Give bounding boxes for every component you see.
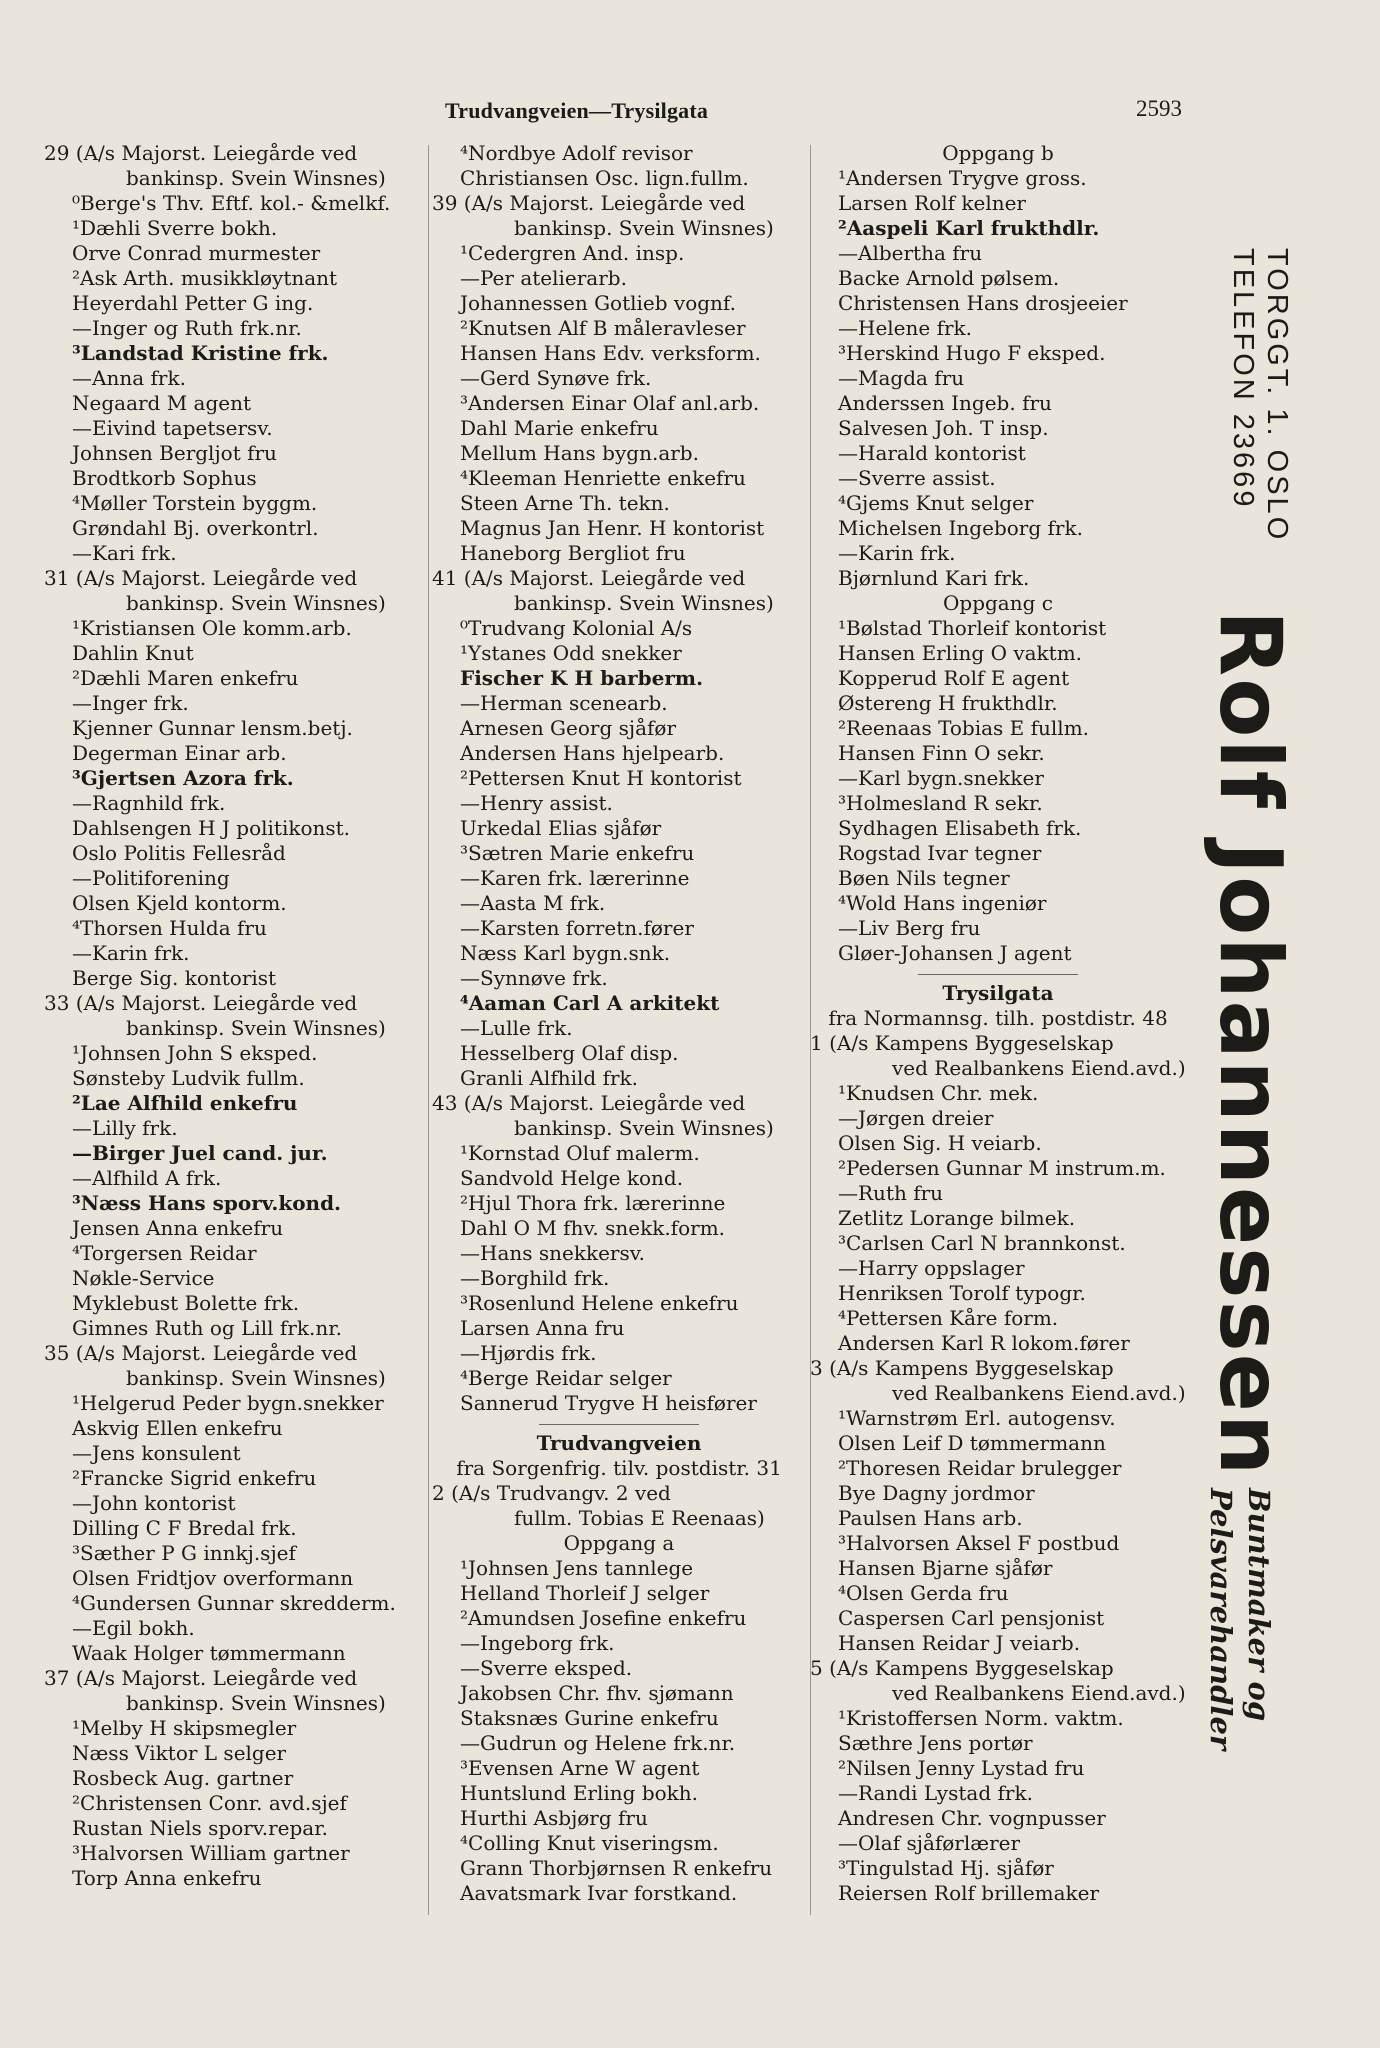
- directory-entry: —Lulle frk.: [460, 1016, 573, 1040]
- directory-entry: ³Landstad Kristine frk.: [72, 341, 329, 365]
- directory-entry: ¹Johnsen Jens tannlege: [460, 1556, 694, 1580]
- directory-entry: fra Sorgenfrig. tilv. postdistr. 31: [456, 1456, 782, 1480]
- directory-entry: Aavatsmark Ivar forstkand.: [460, 1881, 738, 1905]
- directory-entry: ¹Warnstrøm Erl. autogensv.: [838, 1406, 1116, 1430]
- directory-entry: Nøkle-Service: [72, 1266, 215, 1290]
- directory-entry: ²Lae Alfhild enkefru: [72, 1091, 298, 1115]
- directory-entry: Dahlin Knut: [72, 641, 194, 665]
- directory-entry: —Inger frk.: [72, 691, 189, 715]
- directory-entry: ¹Knudsen Chr. mek.: [838, 1081, 1039, 1105]
- directory-entry: ⁰Berge's Thv. Eftf. kol.- &melkf.: [72, 191, 391, 215]
- street-heading: Trudvangveien: [536, 1431, 702, 1455]
- directory-entry: Gløer-Johansen J agent: [838, 941, 1072, 965]
- directory-entry: Henriksen Torolf typogr.: [838, 1281, 1086, 1305]
- page-number: 2593: [1136, 96, 1182, 121]
- directory-entry: Sannerud Trygve H heisfører: [460, 1391, 757, 1415]
- house-number-entry: 29 (A/s Majorst. Leiegårde ved: [44, 141, 358, 165]
- directory-entry: Næss Viktor L selger: [72, 1741, 287, 1765]
- directory-entry: —Egil bokh.: [72, 1616, 195, 1640]
- directory-entry: ²Aaspeli Karl frukthdlr.: [838, 216, 1100, 240]
- directory-entry: ⁴Aaman Carl A arkitekt: [460, 991, 720, 1015]
- directory-entry: ³Rosenlund Helene enkefru: [460, 1291, 739, 1315]
- directory-entry: Staksnæs Gurine enkefru: [460, 1706, 719, 1730]
- directory-entry: Hansen Bjarne sjåfør: [838, 1556, 1053, 1580]
- directory-entry: ²Reenaas Tobias E fullm.: [838, 716, 1090, 740]
- directory-entry: ¹Bølstad Thorleif kontorist: [838, 616, 1107, 640]
- directory-entry: Kjenner Gunnar lensm.betj.: [72, 716, 353, 740]
- directory-entry: ⁰Trudvang Kolonial A/s: [460, 616, 693, 640]
- directory-entry: ²Francke Sigrid enkefru: [72, 1466, 317, 1490]
- directory-entry: —Inger og Ruth frk.nr.: [72, 316, 302, 340]
- directory-entry: —Karin frk.: [72, 941, 190, 965]
- directory-entry: Andersen Hans hjelpearb.: [460, 741, 725, 765]
- directory-entry: ¹Andersen Trygve gross.: [838, 166, 1087, 190]
- directory-entry: ²Knutsen Alf B måleravleser: [460, 316, 746, 340]
- directory-entry: —Jens konsulent: [72, 1441, 241, 1465]
- directory-entry: —Harald kontorist: [838, 441, 1026, 465]
- directory-entry: Waak Holger tømmermann: [72, 1641, 346, 1665]
- directory-entry: ²Christensen Conr. avd.sjef: [72, 1791, 347, 1815]
- column-1: [44, 141, 426, 1891]
- directory-entry: —Eivind tapetsersv.: [72, 416, 273, 440]
- directory-entry: ³Evensen Arne W agent: [460, 1756, 700, 1780]
- directory-entry: ³Holmesland R sekr.: [838, 791, 1043, 815]
- directory-entry: ³Halvorsen William gartner: [72, 1841, 350, 1865]
- directory-entry: Grann Thorbjørnsen R enkefru: [460, 1856, 773, 1880]
- directory-entry: —Hans snekkersv.: [460, 1241, 646, 1265]
- house-number-entry: 41 (A/s Majorst. Leiegårde ved: [432, 566, 746, 590]
- directory-entry: ²Hjul Thora frk. lærerinne: [460, 1191, 726, 1215]
- directory-entry: Paulsen Hans arb.: [838, 1506, 1023, 1530]
- directory-entry: ⁴Torgersen Reidar: [72, 1241, 257, 1265]
- house-number-entry: 33 (A/s Majorst. Leiegårde ved: [44, 991, 358, 1015]
- directory-entry: —Harry oppslager: [838, 1256, 1025, 1280]
- directory-entry: Gimnes Ruth og Lill frk.nr.: [72, 1316, 342, 1340]
- directory-entry: ²Nilsen Jenny Lystad fru: [838, 1756, 1085, 1780]
- advertiser-address-line: TORGGT. 1. OSLO: [1261, 248, 1293, 543]
- directory-entry: ¹Kristiansen Ole komm.arb.: [72, 616, 352, 640]
- directory-entry: Anderssen Ingeb. fru: [838, 391, 1052, 415]
- directory-entry: Sydhagen Elisabeth frk.: [838, 816, 1082, 840]
- directory-entry: ¹Kornstad Oluf malerm.: [460, 1141, 700, 1165]
- directory-entry: Salvesen Joh. T insp.: [838, 416, 1049, 440]
- running-head: Trudvangveien—Trysilgata: [445, 98, 709, 123]
- directory-entry: ⁴Wold Hans ingeniør: [838, 891, 1047, 915]
- house-number-entry: 35 (A/s Majorst. Leiegårde ved: [44, 1341, 358, 1365]
- advertiser-address: [1226, 248, 1294, 542]
- directory-entry: Olsen Sig. H veiarb.: [838, 1131, 1042, 1155]
- directory-entry: ¹Dæhli Sverre bokh.: [72, 216, 278, 240]
- directory-entry: Oppgang b: [942, 141, 1054, 165]
- directory-entry: Granli Alfhild frk.: [460, 1066, 639, 1090]
- directory-entry: Rustan Niels sporv.repar.: [72, 1816, 328, 1840]
- house-number-entry: 39 (A/s Majorst. Leiegårde ved: [432, 191, 746, 215]
- directory-entry: ³Sætren Marie enkefru: [460, 841, 695, 865]
- advertiser-name: Rolf Johannessen: [1200, 610, 1300, 1478]
- directory-entry: —Olaf sjåførlærer: [838, 1831, 1021, 1855]
- directory-entry: Dilling C F Bredal frk.: [72, 1516, 297, 1540]
- house-number-entry: 1 (A/s Kampens Byggeselskap: [810, 1031, 1114, 1055]
- directory-entry: Hurthi Asbjørg fru: [460, 1806, 648, 1830]
- directory-entry: Heyerdahl Petter G ing.: [72, 291, 314, 315]
- directory-entry: —Karen frk. lærerinne: [460, 866, 690, 890]
- house-number-entry: 37 (A/s Majorst. Leiegårde ved: [44, 1666, 358, 1690]
- directory-entry: ²Pettersen Knut H kontorist: [460, 766, 742, 790]
- directory-entry: bankinsp. Svein Winsnes): [126, 1016, 386, 1040]
- directory-entry: ⁴Pettersen Kåre form.: [838, 1306, 1059, 1330]
- directory-entry: Negaard M agent: [72, 391, 252, 415]
- directory-entry: —Sverre assist.: [838, 466, 996, 490]
- directory-entry: —John kontorist: [72, 1491, 236, 1515]
- directory-entry: —Karl bygn.snekker: [838, 766, 1044, 790]
- directory-entry: Steen Arne Th. tekn.: [460, 491, 670, 515]
- directory-entry: —Albertha fru: [838, 241, 983, 265]
- directory-entry: bankinsp. Svein Winsnes): [514, 591, 774, 615]
- directory-entry: Degerman Einar arb.: [72, 741, 287, 765]
- directory-entry: —Liv Berg fru: [838, 916, 981, 940]
- directory-entry: —Birger Juel cand. jur.: [72, 1141, 328, 1165]
- directory-entry: —Per atelierarb.: [460, 266, 627, 290]
- directory-entry: —Ingeborg frk.: [460, 1631, 615, 1655]
- directory-entry: ³Carlsen Carl N brannkonst.: [838, 1231, 1126, 1255]
- directory-entry: Mellum Hans bygn.arb.: [460, 441, 699, 465]
- directory-entry: bankinsp. Svein Winsnes): [126, 1366, 386, 1390]
- directory-entry: Brodtkorb Sophus: [72, 466, 257, 490]
- directory-entry: —Gerd Synøve frk.: [460, 366, 652, 390]
- column-2: [432, 141, 806, 1906]
- directory-entry: ¹Kristoffersen Norm. vaktm.: [838, 1706, 1124, 1730]
- advertiser-phone-line: TELEFON 23669: [1227, 248, 1259, 510]
- directory-entry: Christiansen Osc. lign.fullm.: [460, 166, 749, 190]
- directory-entry: Grøndahl Bj. overkontrl.: [72, 516, 319, 540]
- directory-entry: Sæthre Jens portør: [838, 1731, 1033, 1755]
- directory-entry: —Politiforening: [72, 866, 230, 890]
- directory-entry: Oslo Politis Fellesråd: [72, 841, 286, 865]
- directory-entry: ³Tingulstad Hj. sjåfør: [838, 1856, 1054, 1880]
- directory-entry: fullm. Tobias E Reenaas): [514, 1506, 765, 1530]
- directory-entry: ¹Cedergren And. insp.: [460, 241, 685, 265]
- directory-entry: Bjørnlund Kari frk.: [838, 566, 1030, 590]
- directory-entry: —Karin frk.: [838, 541, 956, 565]
- advertiser-trade: [1202, 1488, 1278, 1750]
- directory-entry: —Herman scenearb.: [460, 691, 668, 715]
- directory-entry: Bøen Nils tegner: [838, 866, 1010, 890]
- house-number-entry: 31 (A/s Majorst. Leiegårde ved: [44, 566, 358, 590]
- directory-entry: ved Realbankens Eiend.avd.): [892, 1381, 1186, 1405]
- directory-entry: —Gudrun og Helene frk.nr.: [460, 1731, 736, 1755]
- directory-entry: —Henry assist.: [460, 791, 613, 815]
- directory-entry: ⁴Olsen Gerda fru: [838, 1581, 1009, 1605]
- directory-entry: Olsen Fridtjov overformann: [72, 1566, 354, 1590]
- directory-entry: Bye Dagny jordmor: [838, 1481, 1035, 1505]
- directory-entry: bankinsp. Svein Winsnes): [514, 1116, 774, 1140]
- directory-entry: Reiersen Rolf brillemaker: [838, 1881, 1100, 1905]
- directory-entry: Johnsen Bergljot fru: [72, 441, 277, 465]
- directory-entry: Sandvold Helge kond.: [460, 1166, 684, 1190]
- directory-entry: Olsen Kjeld kontorm.: [72, 891, 287, 915]
- directory-entry: ²Pedersen Gunnar M instrum.m.: [838, 1156, 1166, 1180]
- directory-entry: Jakobsen Chr. fhv. sjømann: [460, 1681, 734, 1705]
- directory-entry: Næss Karl bygn.snk.: [460, 941, 671, 965]
- directory-entry: Christensen Hans drosjeeier: [838, 291, 1128, 315]
- directory-entry: ⁴Kleeman Henriette enkefru: [460, 466, 746, 490]
- directory-entry: Haneborg Bergliot fru: [460, 541, 686, 565]
- directory-entry: —Lilly frk.: [72, 1116, 178, 1140]
- directory-entry: Helland Thorleif J selger: [460, 1581, 710, 1605]
- directory-entry: Zetlitz Lorange bilmek.: [838, 1206, 1076, 1230]
- directory-entry: ²Amundsen Josefine enkefru: [460, 1606, 747, 1630]
- directory-entry: ²Thoresen Reidar brulegger: [838, 1456, 1122, 1480]
- directory-entry: Andersen Karl R lokom.fører: [838, 1331, 1130, 1355]
- directory-entry: Urkedal Elias sjåfør: [460, 816, 662, 840]
- column-3: [810, 141, 1186, 1906]
- directory-entry: Rogstad Ivar tegner: [838, 841, 1042, 865]
- house-number-entry: 43 (A/s Majorst. Leiegårde ved: [432, 1091, 746, 1115]
- directory-entry: Hansen Hans Edv. verksform.: [460, 341, 761, 365]
- directory-entry: Orve Conrad murmester: [72, 241, 321, 265]
- directory-entry: —Magda fru: [838, 366, 965, 390]
- section-rule: [539, 1424, 699, 1425]
- directory-entry: ³Sæther P G innkj.sjef: [72, 1541, 296, 1565]
- directory-entry: Olsen Leif D tømmermann: [838, 1431, 1106, 1455]
- directory-entry: Rosbeck Aug. gartner: [72, 1766, 294, 1790]
- directory-entry: Oppgang c: [943, 591, 1053, 615]
- directory-entry: —Ragnhild frk.: [72, 791, 226, 815]
- street-heading: Trysilgata: [942, 981, 1054, 1005]
- directory-entry: Sønsteby Ludvik fullm.: [72, 1066, 305, 1090]
- directory-entry: Larsen Anna fru: [460, 1316, 625, 1340]
- directory-entry: Torp Anna enkefru: [72, 1866, 262, 1890]
- directory-entry: Backe Arnold pølsem.: [838, 266, 1060, 290]
- directory-entry: ⁴Møller Torstein byggm.: [72, 491, 318, 515]
- directory-entry: ⁴Colling Knut viseringsm.: [460, 1831, 719, 1855]
- directory-entry: —Ruth fru: [838, 1181, 944, 1205]
- directory-entry: —Jørgen dreier: [838, 1106, 994, 1130]
- directory-entry: ³Næss Hans sporv.kond.: [72, 1191, 342, 1215]
- directory-entry: —Anna frk.: [72, 366, 186, 390]
- directory-entry: ²Dæhli Maren enkefru: [72, 666, 299, 690]
- directory-entry: ¹Ystanes Odd snekker: [460, 641, 682, 665]
- advertiser-trade-line: Buntmaker og: [1242, 1488, 1276, 1722]
- directory-entry: Østereng H frukthdlr.: [838, 691, 1058, 715]
- directory-entry: bankinsp. Svein Winsnes): [126, 591, 386, 615]
- directory-entry: Dahl O M fhv. snekk.form.: [460, 1216, 726, 1240]
- directory-entry: ⁴Berge Reidar selger: [460, 1366, 672, 1390]
- directory-entry: ⁴Nordbye Adolf revisor: [460, 141, 693, 165]
- directory-entry: Dahlsengen H J politikonst.: [72, 816, 351, 840]
- directory-entry: ³Halvorsen Aksel F postbud: [838, 1531, 1120, 1555]
- directory-entry: —Synnøve frk.: [460, 966, 608, 990]
- section-rule: [918, 974, 1078, 975]
- directory-entry: Jensen Anna enkefru: [72, 1216, 284, 1240]
- directory-entry: Kopperud Rolf E agent: [838, 666, 1070, 690]
- directory-entry: Askvig Ellen enkefru: [72, 1416, 283, 1440]
- directory-entry: —Borghild frk.: [460, 1266, 610, 1290]
- directory-entry: Berge Sig. kontorist: [72, 966, 277, 990]
- directory-entry: Andresen Chr. vognpusser: [838, 1806, 1106, 1830]
- directory-entry: ⁴Gundersen Gunnar skredderm.: [72, 1591, 396, 1615]
- directory-entry: Magnus Jan Henr. H kontorist: [460, 516, 765, 540]
- directory-entry: Dahl Marie enkefru: [460, 416, 659, 440]
- directory-entry: —Karsten forretn.fører: [460, 916, 694, 940]
- column-divider: [428, 145, 429, 1915]
- directory-entry: —Helene frk.: [838, 316, 973, 340]
- directory-entry: Larsen Rolf kelner: [838, 191, 1026, 215]
- directory-entry: ¹Johnsen John S eksped.: [72, 1041, 318, 1065]
- directory-entry: bankinsp. Svein Winsnes): [126, 1691, 386, 1715]
- directory-entry: Fischer K H barberm.: [460, 666, 704, 690]
- directory-entry: ⁴Thorsen Hulda fru: [72, 916, 267, 940]
- directory-entry: —Alfhild A frk.: [72, 1166, 222, 1190]
- directory-entry: Michelsen Ingeborg frk.: [838, 516, 1083, 540]
- directory-entry: Hansen Finn O sekr.: [838, 741, 1045, 765]
- directory-entry: fra Normannsg. tilh. postdistr. 48: [828, 1006, 1168, 1030]
- directory-entry: ¹Helgerud Peder bygn.snekker: [72, 1391, 384, 1415]
- house-number-entry: 3 (A/s Kampens Byggeselskap: [810, 1356, 1114, 1380]
- directory-entry: Johannessen Gotlieb vognf.: [460, 291, 736, 315]
- directory-entry: —Kari frk.: [72, 541, 177, 565]
- directory-entry: ved Realbankens Eiend.avd.): [892, 1056, 1186, 1080]
- directory-entry: Arnesen Georg sjåfør: [460, 716, 677, 740]
- directory-entry: Hansen Erling O vaktm.: [838, 641, 1083, 665]
- directory-entry: ²Ask Arth. musikkløytnant: [72, 266, 338, 290]
- directory-entry: Hesselberg Olaf disp.: [460, 1041, 679, 1065]
- directory-entry: ³Gjertsen Azora frk.: [72, 766, 294, 790]
- directory-entry: Myklebust Bolette frk.: [72, 1291, 300, 1315]
- directory-entry: —Sverre eksped.: [460, 1656, 633, 1680]
- directory-entry: Huntslund Erling bokh.: [460, 1781, 699, 1805]
- directory-entry: —Hjørdis frk.: [460, 1341, 597, 1365]
- directory-entry: —Randi Lystad frk.: [838, 1781, 1033, 1805]
- directory-entry: ¹Melby H skipsmegler: [72, 1716, 297, 1740]
- directory-entry: bankinsp. Svein Winsnes): [514, 216, 774, 240]
- directory-entry: ³Andersen Einar Olaf anl.arb.: [460, 391, 760, 415]
- directory-entry: ³Herskind Hugo F eksped.: [838, 341, 1106, 365]
- directory-entry: Caspersen Carl pensjonist: [838, 1606, 1105, 1630]
- directory-entry: Oppgang a: [563, 1531, 675, 1555]
- directory-entry: bankinsp. Svein Winsnes): [126, 166, 386, 190]
- directory-entry: —Aasta M frk.: [460, 891, 606, 915]
- directory-entry: ⁴Gjems Knut selger: [838, 491, 1034, 515]
- directory-entry: Hansen Reidar J veiarb.: [838, 1631, 1081, 1655]
- house-number-entry: 2 (A/s Trudvangv. 2 ved: [432, 1481, 671, 1505]
- directory-entry: ved Realbankens Eiend.avd.): [892, 1681, 1186, 1705]
- house-number-entry: 5 (A/s Kampens Byggeselskap: [810, 1656, 1114, 1680]
- advertiser-trade-line: Pelsvarehandler: [1204, 1488, 1238, 1751]
